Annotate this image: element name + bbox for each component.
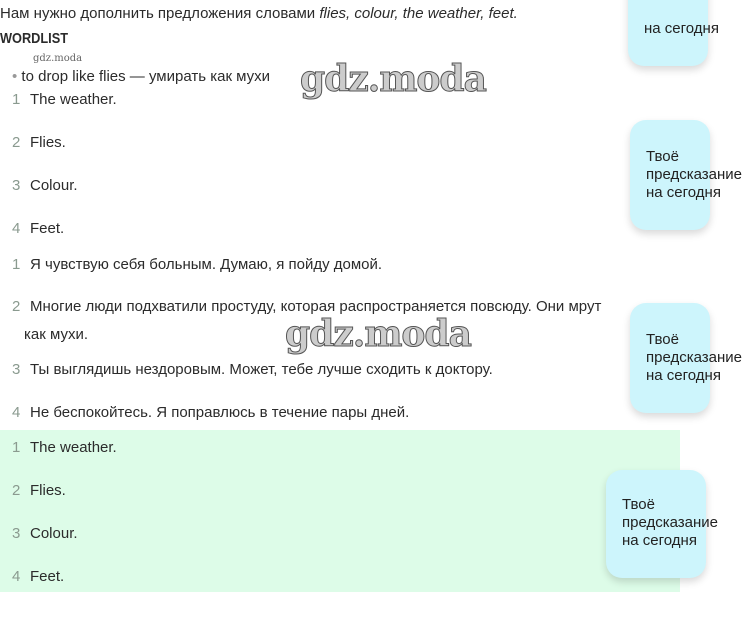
answer-line bbox=[0, 439, 117, 456]
prediction-bubble[interactable] bbox=[630, 120, 742, 230]
answer-line bbox=[0, 220, 64, 237]
intro-text bbox=[0, 5, 518, 22]
line-number: 4 bbox=[12, 220, 21, 237]
translation-line bbox=[0, 256, 382, 273]
line-number: 3 bbox=[12, 177, 21, 194]
line-number: 3 bbox=[12, 361, 21, 378]
line-text: Я чувствую себя больным. Думаю, я пойду домой. bbox=[30, 256, 383, 273]
line-number: 3 bbox=[12, 525, 21, 542]
translation-line-cont: как мухи. bbox=[24, 326, 88, 343]
answer-line bbox=[0, 134, 66, 151]
line-text: Flies. bbox=[30, 134, 66, 151]
line-number: 1 bbox=[12, 439, 21, 456]
bubble-text: предсказание bbox=[646, 349, 742, 366]
line-text: Ты выглядишь нездоровым. Может, тебе лучше сходить к доктору. bbox=[30, 361, 493, 378]
intro-label: Нам нужно дополнить предложения словами bbox=[0, 5, 320, 22]
translation-line bbox=[0, 404, 409, 421]
line-text: Feet. bbox=[30, 220, 65, 237]
translation-line bbox=[0, 298, 601, 315]
bubble-text: на сегодня bbox=[644, 20, 719, 37]
bubble-text: на сегодня bbox=[622, 532, 697, 549]
wordlist-title: WORDLIST bbox=[0, 30, 68, 47]
bubble-text: предсказание bbox=[622, 514, 719, 531]
line-text: Многие люди подхватили простуду, которая распространяется повсюду. Они мрут bbox=[30, 298, 602, 315]
line-text: The weather. bbox=[30, 439, 117, 456]
bubble-text: на сегодня bbox=[646, 184, 721, 201]
bubble-text: Твоё bbox=[646, 148, 679, 165]
line-number: 2 bbox=[12, 482, 21, 499]
intro-words: flies, colour, the weather, feet. bbox=[319, 5, 518, 22]
line-number: 1 bbox=[12, 91, 21, 108]
line-text: Flies. bbox=[30, 482, 66, 499]
line-number: 4 bbox=[12, 404, 21, 421]
answer-line bbox=[0, 525, 78, 542]
line-number: 1 bbox=[12, 256, 21, 273]
bubble-text: предсказание bbox=[646, 166, 742, 183]
line-text: The weather. bbox=[30, 91, 117, 108]
prediction-bubble[interactable] bbox=[630, 303, 742, 413]
watermark: gdz.moda bbox=[285, 313, 471, 355]
answer-line bbox=[0, 177, 78, 194]
prediction-bubble[interactable] bbox=[628, 0, 719, 66]
watermark-small: gdz.moda bbox=[33, 53, 83, 64]
line-text: Не беспокойтесь. Я поправлюсь в течение пары дней. bbox=[30, 404, 410, 421]
wordlist-item: • to drop like flies — умирать как мухи bbox=[12, 68, 271, 85]
answer-line bbox=[0, 91, 117, 108]
bubble-text: на сегодня bbox=[646, 367, 721, 384]
bubble-text: Твоё bbox=[622, 496, 655, 513]
bubble-text: Твоё bbox=[646, 331, 679, 348]
prediction-bubble[interactable] bbox=[606, 470, 719, 578]
answer-line bbox=[0, 568, 64, 585]
answer-line bbox=[0, 482, 66, 499]
wordlist-item-text: to drop like flies — умирать как мухи bbox=[21, 68, 271, 85]
watermark: gdz.moda bbox=[300, 58, 486, 100]
line-text: Colour. bbox=[30, 525, 78, 542]
line-number: 2 bbox=[12, 134, 21, 151]
translation-line bbox=[0, 361, 493, 378]
line-text: Feet. bbox=[30, 568, 65, 585]
line-number: 4 bbox=[12, 568, 21, 585]
line-number: 2 bbox=[12, 298, 21, 315]
line-text: Colour. bbox=[30, 177, 78, 194]
